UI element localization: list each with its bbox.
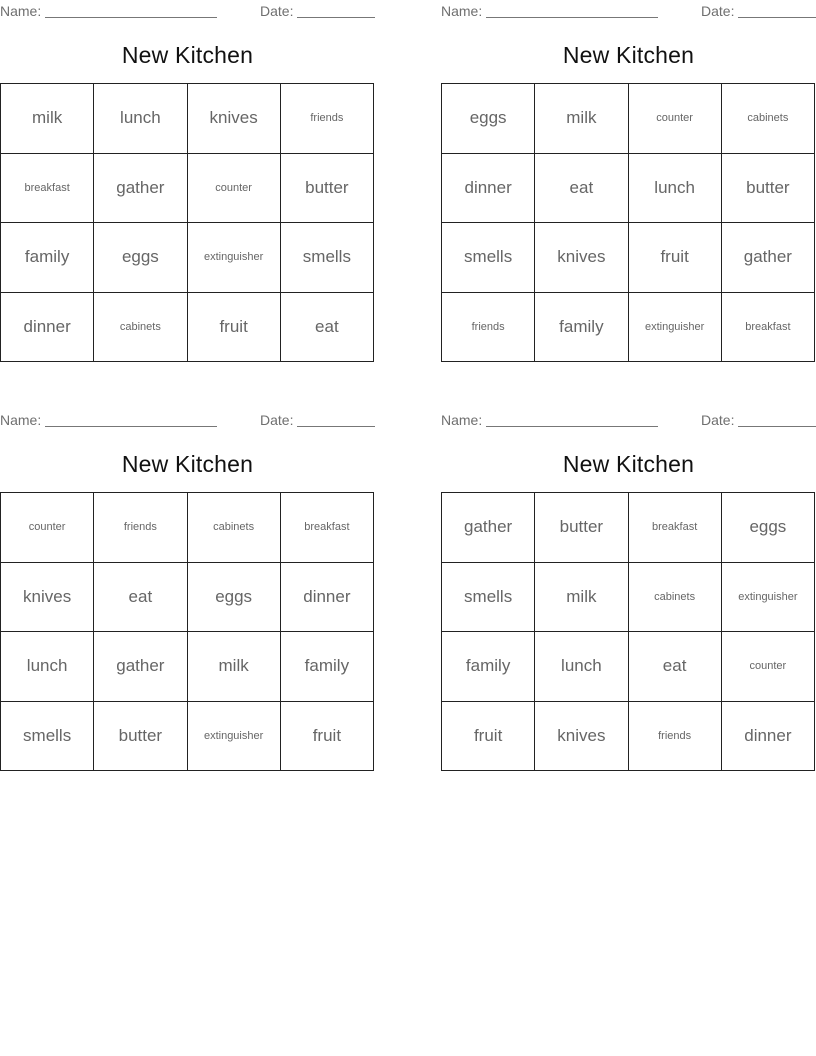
name-blank-line[interactable] <box>486 17 658 18</box>
bingo-cell[interactable]: friends <box>94 493 187 563</box>
bingo-cell[interactable]: lunch <box>629 154 722 224</box>
bingo-cell[interactable]: knives <box>1 563 94 633</box>
bingo-cell[interactable]: smells <box>281 223 374 293</box>
bingo-cell[interactable]: fruit <box>442 702 535 772</box>
bingo-cell[interactable]: extinguisher <box>188 223 281 293</box>
name-blank-line[interactable] <box>45 17 217 18</box>
bingo-cell[interactable]: fruit <box>188 293 281 363</box>
bingo-cell[interactable]: counter <box>1 493 94 563</box>
name-blank-line[interactable] <box>486 426 658 427</box>
bingo-grid <box>0 83 374 362</box>
bingo-cell[interactable]: fruit <box>629 223 722 293</box>
bingo-cell[interactable]: eggs <box>722 493 815 563</box>
bingo-cell[interactable]: gather <box>94 154 187 224</box>
bingo-cell[interactable]: friends <box>442 293 535 363</box>
name-blank-line[interactable] <box>45 426 217 427</box>
name-date-header <box>0 3 375 19</box>
bingo-cell[interactable]: family <box>535 293 628 363</box>
bingo-cell[interactable]: extinguisher <box>629 293 722 363</box>
bingo-card <box>441 0 816 365</box>
bingo-cell[interactable]: breakfast <box>1 154 94 224</box>
bingo-cell[interactable]: cabinets <box>188 493 281 563</box>
bingo-cell[interactable]: extinguisher <box>188 702 281 772</box>
bingo-cell[interactable]: knives <box>535 702 628 772</box>
bingo-cell[interactable]: gather <box>722 223 815 293</box>
date-blank-line[interactable] <box>738 17 816 18</box>
bingo-cell[interactable]: milk <box>535 563 628 633</box>
date-blank-line[interactable] <box>297 17 375 18</box>
bingo-cell[interactable]: dinner <box>442 154 535 224</box>
bingo-grid <box>441 83 815 362</box>
bingo-cell[interactable]: smells <box>1 702 94 772</box>
bingo-cell[interactable]: cabinets <box>94 293 187 363</box>
bingo-cell[interactable]: friends <box>281 84 374 154</box>
bingo-cell[interactable]: gather <box>442 493 535 563</box>
name-label: Name: <box>0 412 42 428</box>
bingo-cell[interactable]: butter <box>94 702 187 772</box>
bingo-cell[interactable]: family <box>442 632 535 702</box>
date-blank-line[interactable] <box>297 426 375 427</box>
card-title: New Kitchen <box>121 42 254 68</box>
date-label: Date: <box>260 3 294 19</box>
card-title: New Kitchen <box>121 451 254 477</box>
bingo-cell[interactable]: eat <box>535 154 628 224</box>
name-date-header <box>441 3 816 19</box>
card-title: New Kitchen <box>562 42 695 68</box>
bingo-cell[interactable]: dinner <box>281 563 374 633</box>
bingo-cell[interactable]: butter <box>535 493 628 563</box>
bingo-cell[interactable]: cabinets <box>629 563 722 633</box>
name-label: Name: <box>441 412 483 428</box>
bingo-cell[interactable]: milk <box>1 84 94 154</box>
bingo-cell[interactable]: eggs <box>94 223 187 293</box>
bingo-cell[interactable]: butter <box>722 154 815 224</box>
date-label: Date: <box>260 412 294 428</box>
bingo-card <box>0 409 375 774</box>
bingo-cell[interactable]: lunch <box>535 632 628 702</box>
bingo-grid <box>441 492 815 771</box>
name-label: Name: <box>0 3 42 19</box>
bingo-cell[interactable]: butter <box>281 154 374 224</box>
bingo-card <box>0 0 375 365</box>
bingo-cell[interactable]: lunch <box>94 84 187 154</box>
name-date-header <box>0 412 375 428</box>
bingo-cell[interactable]: counter <box>188 154 281 224</box>
date-blank-line[interactable] <box>738 426 816 427</box>
bingo-cell[interactable]: eat <box>629 632 722 702</box>
bingo-cell[interactable]: gather <box>94 632 187 702</box>
bingo-cell[interactable]: breakfast <box>629 493 722 563</box>
bingo-cell[interactable]: dinner <box>1 293 94 363</box>
bingo-cell[interactable]: family <box>1 223 94 293</box>
bingo-cell[interactable]: breakfast <box>281 493 374 563</box>
bingo-cell[interactable]: dinner <box>722 702 815 772</box>
bingo-cell[interactable]: milk <box>188 632 281 702</box>
bingo-cell[interactable]: counter <box>629 84 722 154</box>
bingo-grid <box>0 492 374 771</box>
bingo-cell[interactable]: smells <box>442 563 535 633</box>
bingo-cell[interactable]: eat <box>94 563 187 633</box>
bingo-cell[interactable]: family <box>281 632 374 702</box>
bingo-cell[interactable]: counter <box>722 632 815 702</box>
bingo-cell[interactable]: knives <box>535 223 628 293</box>
bingo-cell[interactable]: eat <box>281 293 374 363</box>
bingo-card <box>441 409 816 774</box>
bingo-cell[interactable]: eggs <box>442 84 535 154</box>
card-title: New Kitchen <box>562 451 695 477</box>
name-date-header <box>441 412 816 428</box>
bingo-cell[interactable]: knives <box>188 84 281 154</box>
date-label: Date: <box>701 3 735 19</box>
name-label: Name: <box>441 3 483 19</box>
bingo-cell[interactable]: breakfast <box>722 293 815 363</box>
date-label: Date: <box>701 412 735 428</box>
bingo-cell[interactable]: eggs <box>188 563 281 633</box>
bingo-cell[interactable]: milk <box>535 84 628 154</box>
bingo-cell[interactable]: cabinets <box>722 84 815 154</box>
bingo-cell[interactable]: extinguisher <box>722 563 815 633</box>
bingo-cell[interactable]: smells <box>442 223 535 293</box>
bingo-cell[interactable]: lunch <box>1 632 94 702</box>
bingo-cell[interactable]: fruit <box>281 702 374 772</box>
bingo-cell[interactable]: friends <box>629 702 722 772</box>
